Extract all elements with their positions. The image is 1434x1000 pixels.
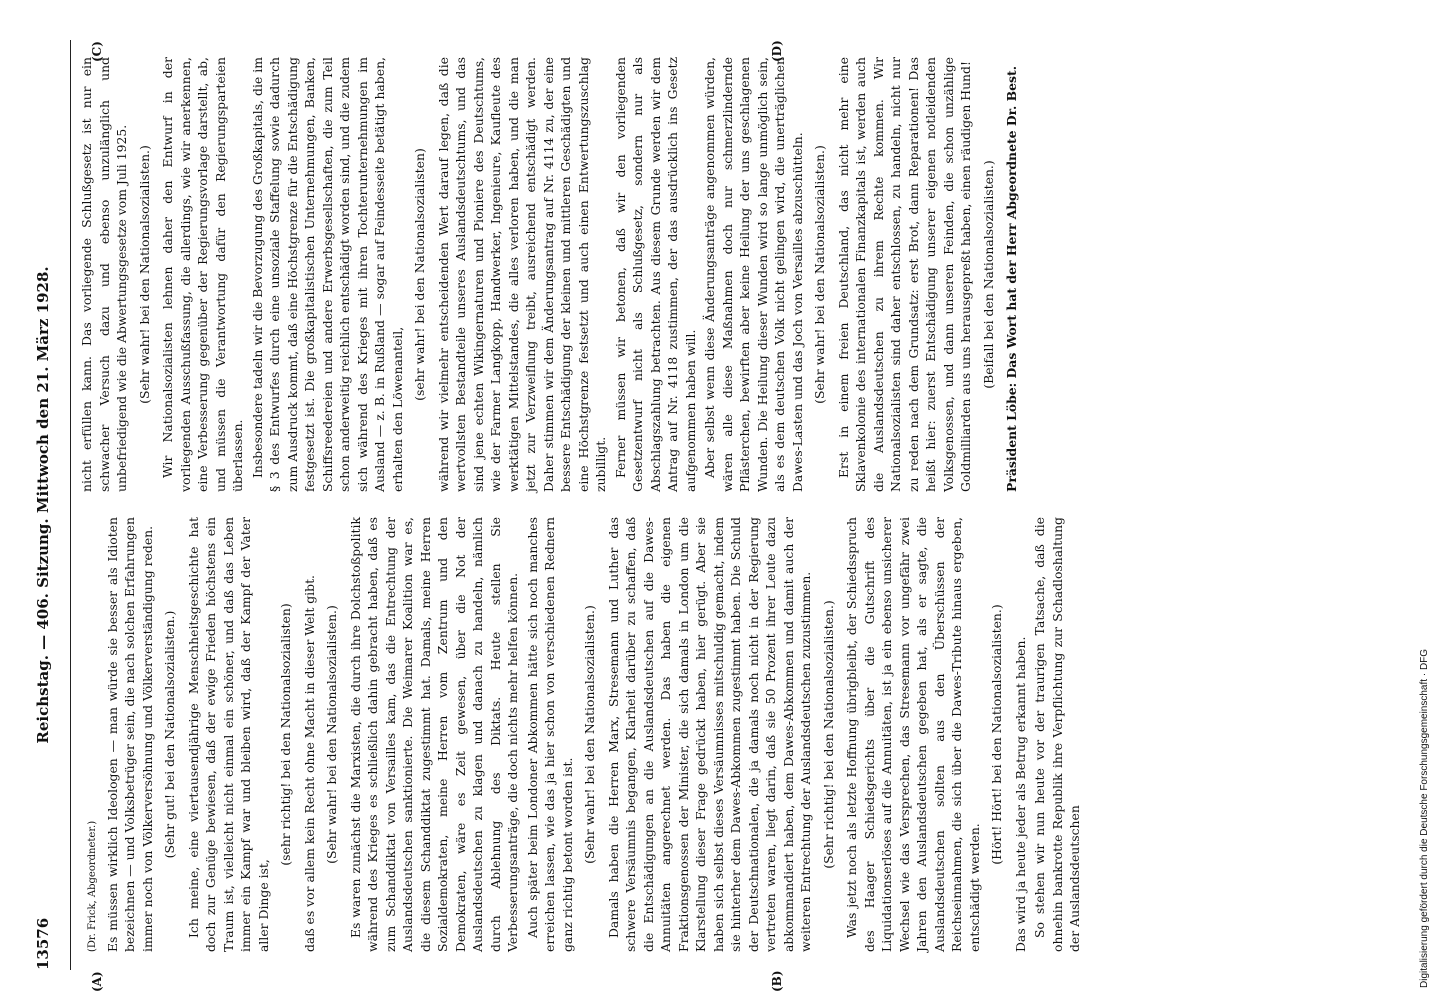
president-speech: Präsident Löbe: Das Wort hat der Herr Abgeordnete Dr. Best.	[1004, 65, 1019, 492]
paragraph: Insbesondere tadeln wir die Bevorzugung des Großkapitals, die im § 3 des Entwurfes durch eine unsoziale Staffelung sowie dadurch zum Ausdruck kommt, daß eine Höchstgrenze für die Entschädigung festgesetzt ist. Die großkapitalistischen Unternehmungen, Banken, Schiffsreedereien und andere Erwerbsgesellschaften, die zum Teil schon anderweitig reichlich entschädigt worden sind, und die zudem sich während des Krieges mit ihren Tochterunternehmungen im Ausland — z. B. in Rußland — sogar auf Feindesseite betätigt haben, erhalten den Löwenanteil,	[249, 57, 405, 492]
paragraph: Ich meine, eine viertausendjährige Menschheitsgeschichte hat doch zur Genüge bewiesen, daß der ewige Frieden höchstens ein Traum ist, vielleicht nicht einmal ein schöner, und daß das Leben immer ein Kampf war und bleiben wird, daß der Kampf der Vater aller Dinge ist,	[185, 517, 271, 952]
paragraph: daß es vor allem kein Recht ohne Macht in dieser Welt gibt.	[301, 575, 317, 952]
interjection: (sehr wahr! bei den Nationalsozialisten)	[412, 148, 427, 401]
paragraph: Ferner müssen wir betonen, daß wir den vorliegenden Gesetzentwurf nicht als Schlußgesetz, sondern nur als Abschlagszahlung betrachten. Aus diesem Grunde werden wir dem Antrag auf Nr. 4118 zustimmen, der das ausdrücklich ins Gesetz aufgenommen haben will.	[612, 57, 698, 492]
paragraph: während wir vielmehr entscheidenden Wert darauf legen, daß die wertvollsten Bestandteile unseres Auslandsdeutschtums, und das sind jene echten Wikingernaturen und Pioniere des Deutschtums, wie der Farmer Langkopp, Handwerker, Ingenieure, Kaufleute des werktätigen Mittelstandes, die alles verloren haben, und die man jetzt zur Verzweiflung treibt, ausreichend entschädigt werden. Daher stimmen wir dem Änderungsantrag auf Nr. 4114 zu, der eine bessere Entschädigung der kleinen und mittleren Geschädigten und eine Höchstgrenze festsetzt und auch einen Entwertungszuschlag zubilligt.	[435, 57, 608, 492]
page-title: Reichstag. — 406. Sitzung. Mittwoch den 21. März 1928.	[34, 266, 52, 744]
interjection: (sehr richtig! bei den Nationalsozialisten)	[278, 603, 293, 866]
interjection: (Sehr richtig! bei den Nationalsozialisten.)	[820, 600, 836, 869]
paragraph: nicht erfüllen kann. Das vorliegende Schlußgesetz ist nur ein schwacher Versuch dazu und ebenso unzulänglich und unbefriedigend wie die Abwertungsgesetze vom Juli 1925.	[79, 57, 129, 492]
interjection: (Sehr gut! bei den Nationalsozialisten.)	[162, 610, 177, 859]
left-column	[78, 517, 1400, 952]
paragraph: Es müssen wirklich Ideologen — man würde sie besser als Idioten bezeichnen — und Volksbetrüger sein, die nach solchen Erfahrungen immer noch von Völkerversöhnung und Völkerverständigung reden.	[104, 517, 155, 952]
margin-marker-b: (B)	[770, 970, 784, 992]
margin-marker-d: (D)	[770, 40, 784, 62]
paragraph: Erst in einem freien Deutschland, das nicht mehr eine Sklavenkolonie des internationalen Finanzkapitals ist, werden auch die Auslandsdeutschen zu ihrem Rechte kommen. Wir Nationalsozialisten sind daher entschlossen, zu handeln, nicht nur zu reden nach dem Grundsatz: erst Brot, dann Reparationen! Das heißt hier: zuerst Entschädigung unserer eigenen notleidenden Volksgenossen, und dann unseren Feinden, die schon unzählige Goldmilliarden aus uns herausgepreßt haben, einen räudigen Hund!	[835, 57, 973, 492]
interjection: (Hört! Hört! bei den Nationalsozialisten.)	[989, 604, 1004, 865]
interjection: (Sehr wahr! bei den Nationalsozialisten.)	[324, 605, 339, 864]
paragraph: Auch später beim Londoner Abkommen hätte sich noch manches erreichen lassen, wie das ja hier schon von verschiedenen Rednern ganz richtig betont worden ist.	[524, 517, 575, 952]
paragraph: Damals haben die Herren Marx, Stresemann und Luther das schwere Versäumnis begangen, Klarheit darüber zu schaffen, daß die Entschädigungen an die Auslandsdeutschen auf die Dawes-Annuitäten angerechnet werden. Das haben die eigenen Fraktionsgenossen der Minister, die sich damals in London um die Klarstellung dieser Frage gedrückt haben, hier gerügt. Aber sie haben sich selbst dieses Versäumnisses mitschuldig gemacht, indem sie hinterher dem Dawes-Abkommen zugestimmt haben. Die Schuld der Deutschnationalen, die ja damals noch nicht in der Regierung vertreten waren, liegt darin, daß sie 50 Prozent ihrer Leute dazu abkommandiert haben, dem Dawes-Abkommen und damit auch der weiteren Entrechtung der Auslandsdeutschen zuzustimmen.	[605, 517, 813, 952]
margin-marker-a: (A)	[90, 971, 104, 992]
interjection: (Sehr wahr! bei den Nationalsozialisten.)	[812, 145, 827, 404]
paragraph: Was jetzt noch als letzte Hoffnung übrigbleibt, der Schiedsspruch des Haager Schiedsgerichts über die Gutschrift des Liquidationserlöses auf die Annuitäten, ist ja ein ebenso unsicherer Wechsel wie das Versprechen, das Stresemann vor ungefähr zwei Jahren den Auslandsdeutschen gegeben hat, als er sagte, die Auslandsdeutschen sollten aus den Überschüssen der Reichseinnahmen, die sich über die Dawes-Tribute hinaus ergeben, entschädigt werden.	[844, 517, 982, 952]
interjection: (Sehr wahr! bei den Nationalsozialisten.)	[582, 605, 597, 864]
dfg-sidenote-text: Digitalisierung gefördert durch die Deutsche Forschungsgemeinschaft · DFG	[1419, 648, 1430, 988]
paragraph: Aber selbst wenn diese Änderungsanträge angenommen würden, wären alle diese Maßnahmen doch nur schmerzlindernde Pflästerchen, bewirften aber keine Heilung der uns geschlagenen Wunden. Die Heilung dieser Wunden wird so lange unmöglich sein, als es dem deutschen Volk nicht gelingen wird, die unerträglichen Dawes-Lasten und das Joch von Versailles abzuschütteln.	[702, 57, 805, 492]
paragraph: Das wird ja heute jeder als Betrug erkannt haben.	[1012, 636, 1028, 952]
margin-marker-c: (C)	[90, 41, 104, 62]
page-header	[30, 40, 71, 970]
rotated-page	[30, 40, 1400, 992]
paragraph: So stehen wir nun heute vor der traurigen Tatsache, daß die ohnehin bankrotte Republik ihre Verpflichtung zur Schadloshaltung der Auslandsdeutschen	[1032, 517, 1082, 952]
interjection: (Beifall bei den Nationalsozialisten.)	[980, 160, 996, 389]
page-number: 13576	[34, 917, 52, 970]
dfg-sidenote	[1418, 8, 1432, 988]
interjection: (Sehr wahr! bei den Nationalsozialisten.)	[136, 145, 152, 404]
paragraph: Es waren zunächst die Marxisten, die durch ihre Dolchstoßpolitik während des Krieges es schließlich dahin gebracht haben, daß es zum Schanddiktat von Versailles kam, das die Entrechtung der Auslandsdeutschen sanktionierte. Die Weimarer Koalition war es, die diesem Schanddiktat zugestimmt hat. Damals, meine Herren Sozialdemokraten, meine Herren vom Zentrum und den Demokraten, wäre es Zeit gewesen, über die Not der Auslandsdeutschen zu klagen und danach zu handeln, nämlich durch Ablehnung des Diktats. Heute stellen Sie Verbesserungsanträge, die doch nichts mehr helfen können.	[347, 517, 520, 952]
right-column	[78, 57, 1400, 492]
speaker-note: (Dr. Frick, Abgeordneter.)	[87, 820, 98, 952]
paragraph: Wir Nationalsozialisten lehnen daher den Entwurf in der vorliegenden Ausschußfassung, die allerdings, wie wir anerkennen, eine Verbesserung gegenüber der Regierungsvorlage darstellt, ab, und müssen die Verantwortung dafür den Regierungsparteien überlassen.	[160, 57, 245, 492]
